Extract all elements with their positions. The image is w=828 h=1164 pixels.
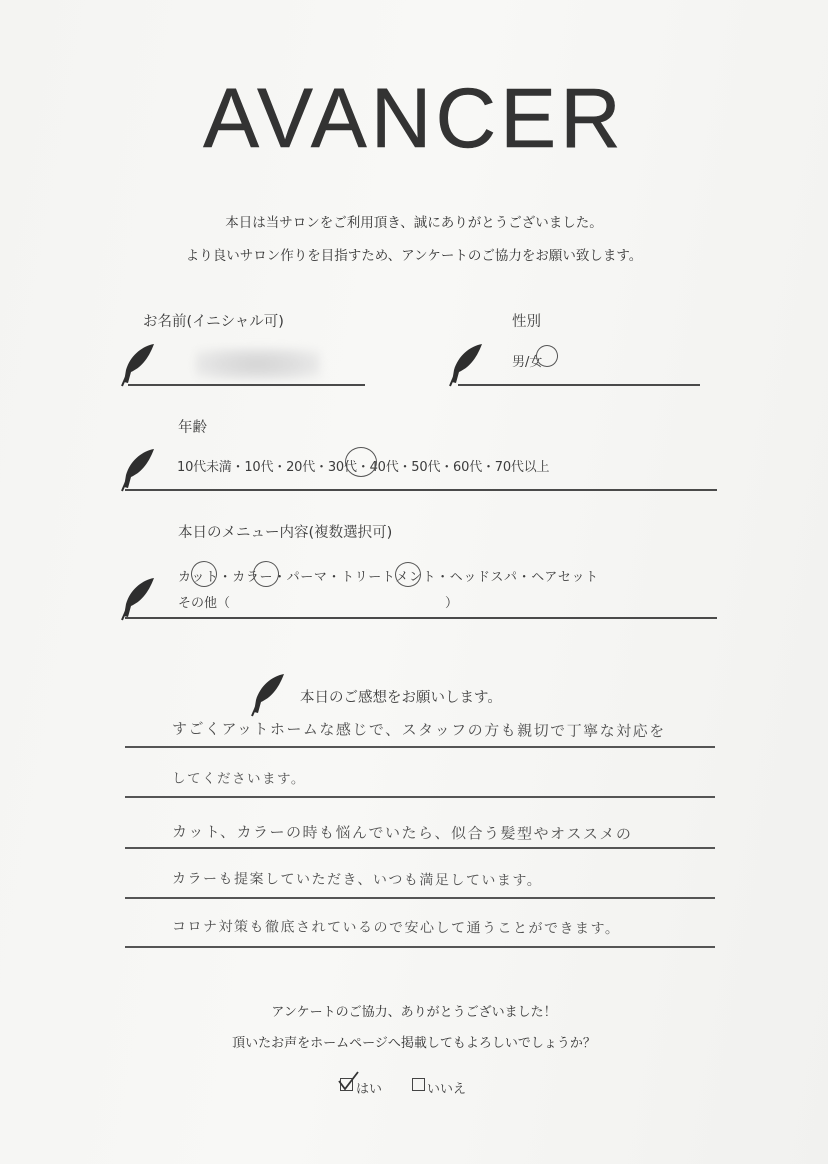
- redacted-name: [195, 348, 320, 380]
- menu-input-line[interactable]: [125, 617, 717, 619]
- quill-pen-icon: [118, 342, 158, 388]
- feedback-rule-4: [125, 897, 715, 899]
- menu-label: 本日のメニュー内容(複数選択可): [178, 525, 393, 541]
- feedback-handwritten-line-2: してくださいます。: [171, 770, 306, 788]
- feedback-rule-1: [125, 746, 715, 748]
- feedback-label: 本日のご感想をお願いします。: [300, 690, 502, 706]
- no-checkbox[interactable]: [412, 1078, 425, 1091]
- salon-logo-title: AVANCER: [203, 71, 625, 165]
- feedback-handwritten-line-3: カット、カラーの時も悩んでいたら、似合う髪型やオススメの: [171, 822, 633, 844]
- quill-pen-icon: [248, 672, 288, 718]
- feedback-handwritten-line-1: すごくアットホームな感じで、スタッフの方も親切で丁寧な対応を: [171, 719, 666, 741]
- gender-input-line[interactable]: [458, 384, 700, 386]
- name-input-line[interactable]: [128, 384, 365, 386]
- age-selection-circle: [345, 447, 377, 477]
- menu-other-close: ）: [445, 596, 459, 611]
- gender-label: 性別: [512, 314, 541, 330]
- menu-selection-circle-cut: [187, 557, 220, 590]
- feedback-rule-3: [125, 847, 715, 849]
- menu-options: カット・カラー・パーマ・トリートメント・ヘッドスパ・ヘアセット: [178, 570, 599, 585]
- menu-selection-circle-color: [249, 557, 282, 590]
- age-options: 10代未満・10代・20代・30代・40代・50代・60代・70代以上: [177, 460, 550, 475]
- quill-pen-icon: [446, 342, 486, 388]
- quill-pen-icon: [118, 576, 158, 622]
- menu-selection-circle-treatment: [395, 562, 421, 587]
- yes-label: はい: [356, 1082, 383, 1097]
- age-label: 年齢: [178, 420, 207, 436]
- intro-line-2: より良いサロン作りを目指すため、アンケートのご協力をお願い致します。: [185, 248, 643, 264]
- feedback-rule-5: [125, 946, 715, 948]
- quill-pen-icon: [118, 447, 158, 493]
- feedback-handwritten-line-4: カラーも提案していただき、いつも満足しています。: [171, 871, 543, 889]
- footer-permission-question: 頂いたお声をホームページへ掲載してもよろしいでしょうか？: [232, 1036, 596, 1051]
- feedback-rule-2: [125, 796, 715, 798]
- name-label: お名前(イニシャル可): [143, 314, 284, 330]
- no-label: いいえ: [427, 1082, 467, 1097]
- footer-thanks: アンケートのご協力、ありがとうございました！: [271, 1005, 557, 1020]
- feedback-handwritten-line-5: コロナ対策も徹底されているので安心して通うことができます。: [171, 918, 621, 938]
- gender-options: 男/女: [512, 355, 543, 370]
- intro-line-1: 本日は当サロンをご利用頂き、誠にありがとうございました。: [225, 215, 603, 231]
- menu-other-label: その他（: [178, 596, 231, 611]
- age-input-line[interactable]: [125, 489, 717, 491]
